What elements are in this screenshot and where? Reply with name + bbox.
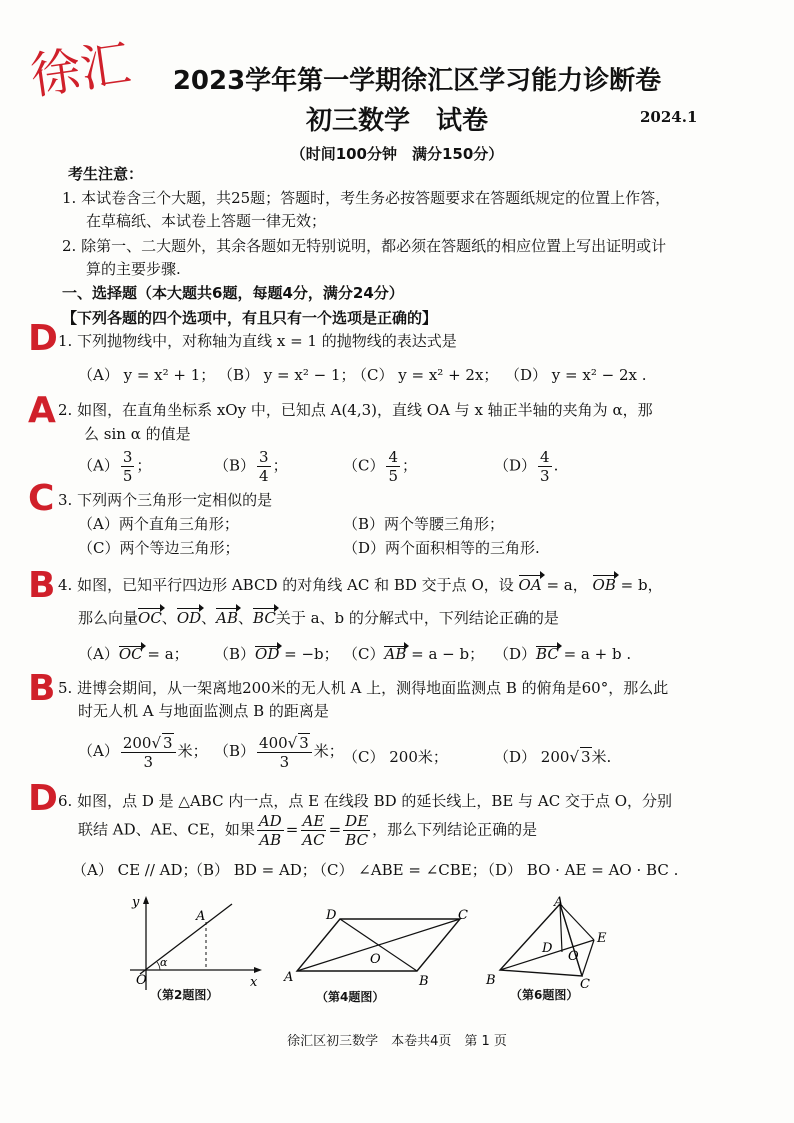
- handwritten-answer-q6: D: [28, 778, 58, 819]
- q1-option-a: （A） y = x² + 1；: [78, 366, 216, 384]
- label-o: O: [568, 949, 579, 964]
- q4-stem: 4. 如图，已知平行四边形 ABCD 的对角线 AC 和 BD 交于点 O，设 OA = a， OB = b，: [58, 576, 663, 594]
- figure-4-caption: （第4题图）: [316, 990, 385, 1004]
- q3-option-c: （C）两个等边三角形；: [78, 539, 240, 557]
- label-c: C: [580, 977, 590, 992]
- handwritten-answer-q1: D: [28, 318, 58, 359]
- q3-stem: 3. 下列两个三角形一定相似的是: [58, 491, 273, 509]
- q4-option-d: （D）BC = a + b .: [494, 645, 632, 663]
- q2-option-a: （A） $\frac{3}{5}$ ；: [78, 448, 152, 485]
- x-axis-arrow: [254, 967, 262, 973]
- q1-option-b: （B） y = x² − 1；: [218, 366, 356, 384]
- label-alpha: α: [160, 956, 168, 969]
- label-d: D: [542, 941, 553, 956]
- label-y: y: [132, 895, 140, 910]
- fraction: $\frac{3}{5}$: [122, 448, 133, 485]
- vector-od: OD: [176, 609, 202, 627]
- vector-oa: OA: [518, 576, 542, 594]
- line-oa: [140, 904, 232, 974]
- figure-6-caption: （第6题图）: [510, 988, 579, 1002]
- handwritten-answer-q3: C: [28, 478, 55, 519]
- q4-option-c: （C）AB = a − b；: [343, 645, 485, 663]
- fraction-ae-ac: $\frac{AE}{AC}$: [302, 812, 325, 849]
- q6-option-b: （B） BD = AD；: [188, 861, 317, 879]
- notice-item-2-line-2: 算的主要步骤.: [86, 260, 181, 278]
- figure-2-caption: （第2题图）: [150, 988, 219, 1002]
- q2-stem: 2. 如图，在直角坐标系 xOy 中，已知点 A(4,3)，直线 OA 与 x 轴正半轴的夹角为 α，那: [58, 401, 653, 419]
- figure-4-parallelogram: [282, 905, 482, 990]
- q1-stem: 1. 下列抛物线中，对称轴为直线 x = 1 的抛物线的表达式是: [58, 332, 457, 350]
- q5-stem: 5. 进博会期间，从一架离地200米的无人机 A 上，测得地面监测点 B 的俯角是60°，那么此: [58, 679, 669, 697]
- q2-option-d: （D） $\frac{4}{3}$ .: [494, 448, 559, 485]
- q4-option-b: （B）OD = −b；: [214, 645, 339, 663]
- section-1-heading: 一、选择题（本大题共6题，每题4分，满分24分）: [62, 284, 404, 302]
- notice-heading: 考生注意：: [68, 165, 144, 183]
- q6-option-a: （A） CE // AD；: [72, 861, 198, 879]
- q6-stem: 6. 如图，点 D 是 △ABC 内一点，点 E 在线段 BD 的延长线上，BE 与 AC 交于点 O，分别: [58, 792, 673, 810]
- fraction: $\frac{400√ 3}{3}$: [257, 733, 312, 771]
- exam-title: 2023学年第一学期徐汇区学习能力诊断卷: [172, 66, 662, 96]
- fraction: $\frac{4}{3}$: [540, 448, 550, 485]
- fraction: $\frac{200√ 3}{3}$: [121, 733, 176, 771]
- label-a: A: [196, 909, 206, 924]
- handwritten-district-name: 徐汇: [27, 34, 135, 106]
- q6-stem-line-2: 联结 AD、AE、CE，如果 $\frac{AD}{AB}$ = $\frac{AE}{AC}$ = $\frac{DE}{BC}$ ，那么下列结论正确的是: [78, 812, 538, 849]
- label-d: D: [326, 908, 337, 923]
- fraction: $\frac{4}{5}$: [388, 448, 399, 485]
- q4-stem-line-2: 那么向量OC、OD、AB、BC关于 a、b 的分解式中，下列结论正确的是: [78, 609, 559, 627]
- q5-option-b: （B） $\frac{400√ 3}{3}$ 米；: [214, 734, 344, 771]
- label-a: A: [554, 895, 564, 910]
- q6-option-d: （D） BO · AE = AO · BC .: [480, 861, 679, 879]
- handwritten-answer-q5: B: [28, 668, 56, 709]
- vector-bc: BC: [253, 609, 276, 627]
- fraction-de-bc: $\frac{DE}{BC}$: [345, 812, 369, 849]
- label-c: C: [458, 908, 468, 923]
- segment-ce: [582, 940, 594, 976]
- label-o: O: [136, 973, 147, 988]
- q4-option-a: （A）OC = a；: [78, 645, 189, 663]
- label-b: B: [419, 974, 429, 989]
- label-x: x: [250, 975, 258, 990]
- q1-option-d: （D） y = x² − 2x .: [505, 366, 647, 384]
- fraction: $\frac{3}{4}$: [259, 448, 269, 485]
- notice-item-1-line-2: 在草稿纸、本试卷上答题一律无效；: [86, 212, 327, 230]
- label-o: O: [370, 952, 381, 967]
- notice-item-1-line-1: 1. 本试卷含三个大题，共25题；答题时，考生务必按答题要求在答题纸规定的位置上作答，: [62, 189, 671, 207]
- q3-option-d: （D）两个面积相等的三角形.: [343, 539, 540, 557]
- q5-option-c: （C） 200米；: [343, 748, 448, 766]
- y-axis-arrow: [143, 896, 149, 904]
- q1-option-c: （C） y = x² + 2x；: [352, 366, 499, 384]
- notice-item-2-line-1: 2. 除第一、二大题外，其余各题如无特别说明，都必须在答题纸的相应位置上写出证明或计: [62, 237, 667, 255]
- q6-option-c: （C） ∠ABE = ∠CBE；: [312, 861, 487, 879]
- q3-option-a: （A）两个直角三角形；: [78, 515, 239, 533]
- label-b: B: [486, 973, 496, 988]
- q2-option-c: （C） $\frac{4}{5}$ ；: [343, 448, 418, 485]
- label-a: A: [284, 970, 294, 985]
- q5-option-d: （D） 200√ 3米.: [494, 748, 612, 766]
- q5-stem-line-2: 时无人机 A 与地面监测点 B 的距离是: [78, 702, 329, 720]
- exam-subtitle: 初三数学 试卷: [305, 106, 488, 136]
- handwritten-answer-q4: B: [28, 565, 56, 606]
- q2-stem-line-2: 么 sin α 的值是: [84, 425, 191, 443]
- section-1-instruction: 【下列各题的四个选项中，有且只有一个选项是正确的】: [62, 309, 438, 327]
- exam-time-note: （时间100分钟 满分150分）: [290, 145, 504, 163]
- figure-6-triangle: [480, 892, 620, 992]
- vector-ab: AB: [216, 609, 239, 627]
- label-e: E: [597, 931, 607, 946]
- vector-oc: OC: [138, 609, 162, 627]
- q2-option-b: （B） $\frac{3}{4}$ ；: [214, 448, 288, 485]
- page-footer: 徐汇区初三数学 本卷共4页 第 1 页: [287, 1034, 507, 1049]
- handwritten-answer-q2: A: [28, 390, 56, 431]
- q5-option-a: （A） $\frac{200√ 3}{3}$ 米；: [78, 734, 208, 771]
- vector-ob: OB: [592, 576, 616, 594]
- q3-option-b: （B）两个等腰三角形；: [343, 515, 505, 533]
- exam-date: 2024.1: [640, 108, 698, 126]
- fraction-ad-ab: $\frac{AD}{AB}$: [258, 812, 282, 849]
